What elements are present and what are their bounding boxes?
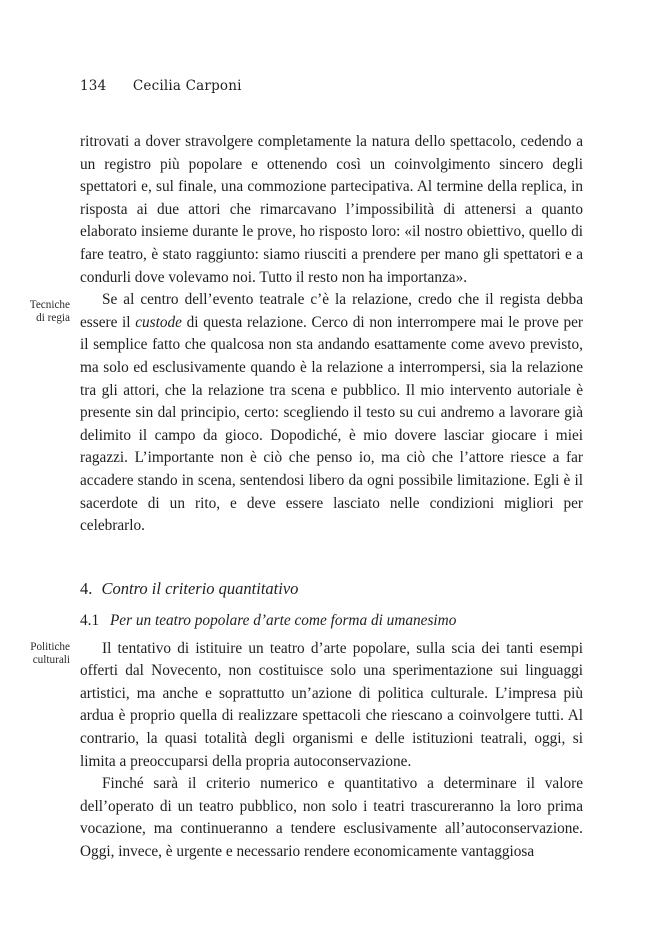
margin-note-line: Politiche <box>30 641 70 653</box>
paragraph-text: Se al centro dell’evento teatrale c’è la relazione, credo che il regista debba essere il <box>80 291 583 331</box>
running-head-author: Cecilia Carponi <box>132 78 242 94</box>
page-number: 134 <box>80 78 107 94</box>
subsection-heading <box>80 610 583 632</box>
section-title: Contro il criterio quantitativo <box>101 578 299 598</box>
running-head <box>80 78 242 94</box>
body-text <box>80 131 583 864</box>
margin-note-politiche-culturali <box>0 641 70 667</box>
paragraph-continued: ritrovati a dover stravolgere completamente la natura dello spettacolo, cedendo a un registro più popolare e ottenendo così un coinvolgimento sincero degli spettatori e, sul finale, una commozione partecipativa. Al termine della replica, in risposta ai due attori che rimarcavano l’impossibilità di attenersi a quanto elaborato insieme durante le prove, ho risposto loro: «il nostro obiettivo, quello di fare teatro, è stato raggiunto: siamo riusciti a prendere per mano gli spettatori e a condurli dove volevamo noi. Tutto il resto non ha importanza». <box>80 133 583 286</box>
margin-note-line: Tecniche <box>29 299 70 311</box>
paragraph-politiche: Il tentativo di istituire un teatro d’arte popolare, sulla scia dei tanti esempi offerti dal Novecento, non costituisce solo una sperimentazione sui linguaggi artistici, ma anche e soprattutto un’azione di politica culturale. L’impresa più ardua è proprio quella di realizzare spettacoli che riescano a coinvolgere tutti. Al contrario, la quasi totalità degli organismi e delle istituzioni teatrali, oggi, si limita a preoccuparsi della propria autoconservazione. <box>80 639 583 770</box>
subsection-title: Per un teatro popolare d’arte come forma di umanesimo <box>109 611 457 629</box>
section-number: 4. <box>80 578 93 598</box>
section-heading <box>80 578 583 600</box>
paragraph-criterio: Finché sarà il criterio numerico e quantitativo a determinare il valore dell’operato di un teatro pubblico, non solo i teatri trascureranno la loro prima vocazione, ma continueranno a tendere esclusivamente all’autoconservazione. Oggi, invece, è urgente e necessario rendere economicamente vantaggiosa <box>80 775 583 861</box>
subsection-number: 4.1 <box>80 611 100 629</box>
margin-note-tecniche-di-regia <box>0 299 70 325</box>
emphasis-custode: custode <box>135 313 182 331</box>
margin-note-line: di regia <box>36 312 70 324</box>
margin-note-line: culturali <box>32 654 70 666</box>
paragraph-text: di questa relazione. Cerco di non interrompere mai le prove per il semplice fatto che qualcosa non sta andando esattamente come avevo previsto, ma solo ed esclusivamente quando è la relazione a interrompersi, sia la relazione tra gli attori, che la relazione tra scena e pubblico. Il mio intervento autoriale è presente sin dal principio, certo: scegliendo il testo su cui andremo a lavorare già delimito il campo da gioco. Dopodiché, è mio dovere lasciar giocare i miei ragazzi. L’importante non è ciò che penso io, ma ciò che l’attore riesce a far accadere stando in scena, sentendosi libero da ogni possibile limitazione. Egli è il sacerdote di un rito, e deve essere lasciato nelle condizioni migliori per celebrarlo. <box>80 313 583 535</box>
paragraph-regia <box>80 289 583 538</box>
